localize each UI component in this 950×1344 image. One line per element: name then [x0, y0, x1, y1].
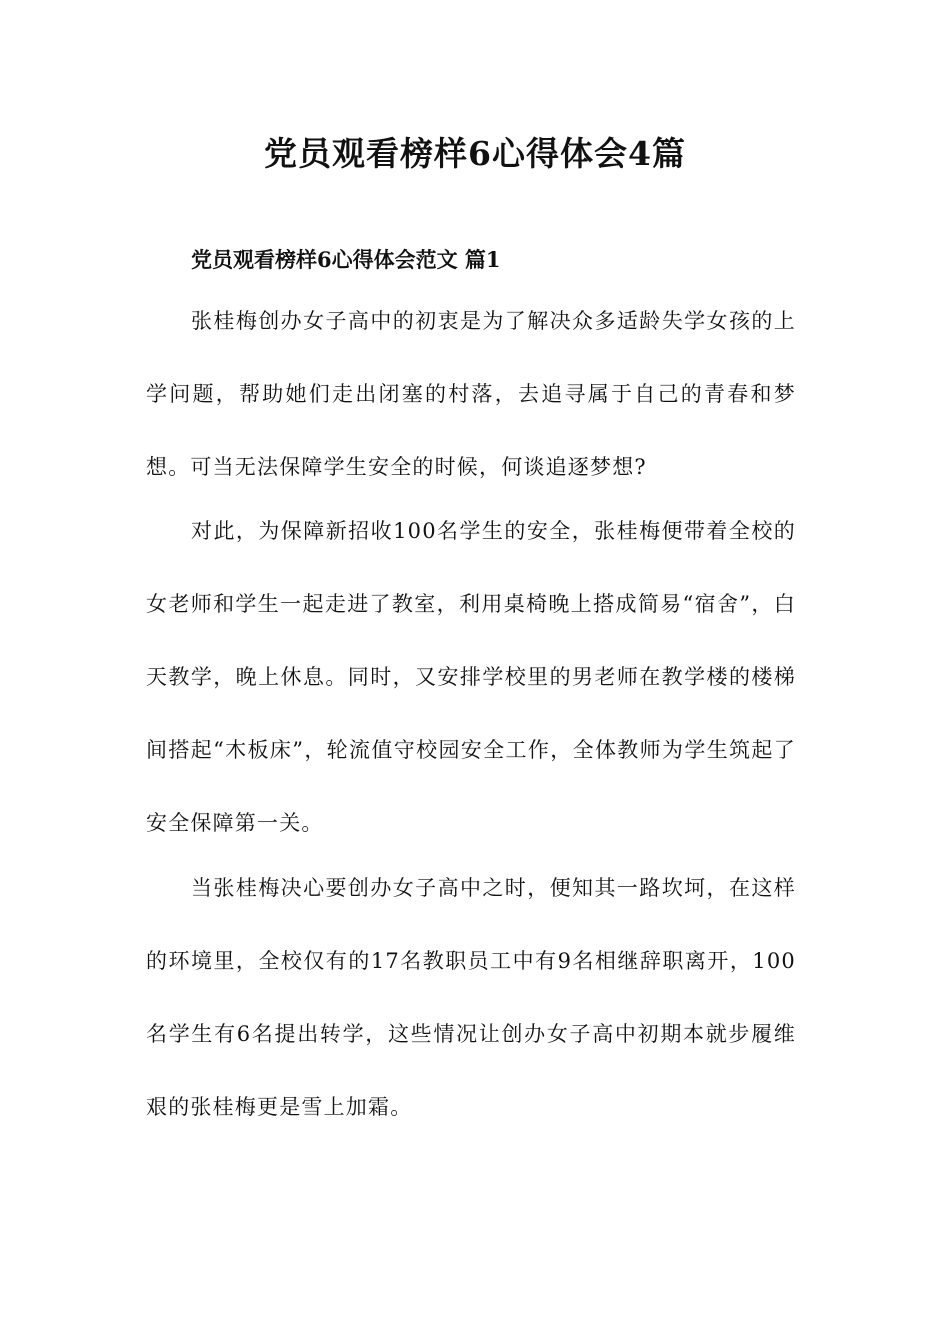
paragraph-2: 对此，为保障新招收100名学生的安全，张桂梅便带着全校的女老师和学生一起走进了教室，利用桌椅晚上搭成简易“宿舍”，白天教学，晚上休息。同时，又安排学校里的男老师在教学楼的楼梯间搭起“木板床”，轮流值守校园安全工作，全体教师为学生筑起了安全保障第一关。: [146, 519, 796, 835]
section-heading: 党员观看榜样6心得体会范文 篇1: [191, 247, 501, 272]
document-title: 党员观看榜样6心得体会4篇: [264, 134, 686, 173]
paragraph-3: 当张桂梅决心要创办女子高中之时，便知其一路坎坷，在这样的环境里，全校仅有的17名教职员工中有9名相继辞职离开，100名学生有6名提出转学，这些情况让创办女子高中初期本就步履维艰的张桂梅更是雪上加霜。: [146, 876, 796, 1119]
paragraph-1: 张桂梅创办女子高中的初衷是为了解决众多适龄失学女孩的上学问题，帮助她们走出闭塞的村落，去追寻属于自己的青春和梦想。可当无法保障学生安全的时候，何谈追逐梦想?: [146, 309, 796, 479]
